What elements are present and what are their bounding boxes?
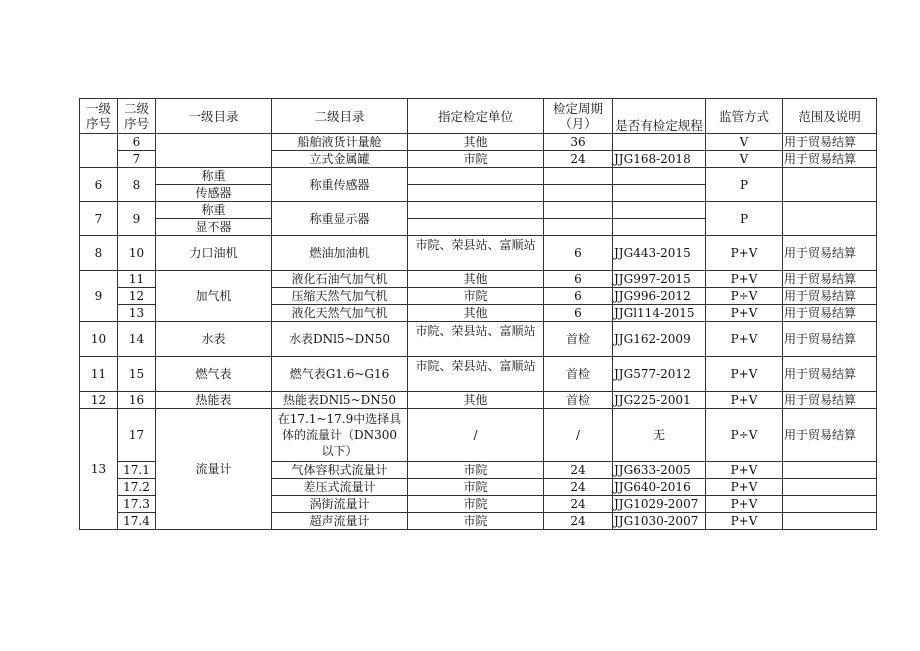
cell-period	[544, 202, 613, 219]
cell-supervision: P	[706, 202, 783, 236]
metrology-table	[79, 98, 877, 530]
cell-regulation: JJG997-2015	[613, 271, 706, 288]
cell-level2-no: 11	[118, 271, 156, 288]
cell-scope: 用于贸易结算	[783, 288, 877, 305]
cell-scope	[783, 462, 877, 479]
cell-level1-no: 9	[80, 271, 118, 322]
cell-level2-no: 12	[118, 288, 156, 305]
cell-regulation	[613, 202, 706, 219]
cell-level1-category: 加气机	[156, 271, 272, 322]
cell-unit: 其他	[408, 134, 544, 151]
cell-unit: /	[408, 409, 544, 462]
cell-level1-no: 10	[80, 322, 118, 357]
cell-level1-category: 流量计	[156, 409, 272, 530]
cell-level2-category: 立式金属罐	[272, 151, 408, 168]
cell-period	[544, 185, 613, 202]
header-scope: 范围及说明	[783, 99, 877, 134]
cell-level2-category: 压缩天然气加气机	[272, 288, 408, 305]
cell-level2-category: 热能表DNl5~DN50	[272, 392, 408, 409]
cell-period: 首检	[544, 322, 613, 357]
cell-period: 24	[544, 513, 613, 530]
cell-scope	[783, 496, 877, 513]
cell-level1-no: 13	[80, 409, 118, 530]
header-unit: 指定检定单位	[408, 99, 544, 134]
cell-scope: 用于贸易结算	[783, 151, 877, 168]
cell-level2-category: 燃油加油机	[272, 236, 408, 271]
cell-level2-category: 燃气表G1.6~G16	[272, 357, 408, 392]
cell-level2-category: 超声流量计	[272, 513, 408, 530]
cell-level2-no: 17	[118, 409, 156, 462]
cell-period: 6	[544, 305, 613, 322]
cell-regulation: JJGl114-2015	[613, 305, 706, 322]
cell-regulation	[613, 168, 706, 185]
cell-level2-no: 8	[118, 168, 156, 202]
cell-period: 24	[544, 496, 613, 513]
cell-regulation: 无	[613, 409, 706, 462]
table-row	[80, 392, 877, 409]
cell-unit	[408, 202, 544, 219]
cell-unit: 市院、荣县站、富顺站	[408, 322, 544, 357]
cell-regulation: JJG443-2015	[613, 236, 706, 271]
cell-unit: 市院	[408, 496, 544, 513]
cell-level1-no: 11	[80, 357, 118, 392]
cell-scope: 用于贸易结算	[783, 392, 877, 409]
table-row	[80, 202, 877, 219]
cell-level2-no: 17.3	[118, 496, 156, 513]
cell-period	[544, 168, 613, 185]
cell-supervision: P÷V	[706, 288, 783, 305]
cell-unit: 市院、荣县站、富顺站	[408, 357, 544, 392]
header-supervision: 监管方式	[706, 99, 783, 134]
table-row	[80, 357, 877, 392]
cell-unit: 其他	[408, 392, 544, 409]
cell-level2-category: 气体容积式流量计	[272, 462, 408, 479]
cell-scope	[783, 168, 877, 202]
cell-level1-no: 7	[80, 202, 118, 236]
cell-regulation: JJG1030-2007	[613, 513, 706, 530]
cell-period	[544, 219, 613, 236]
cell-unit: 市院、荣县站、富顺站	[408, 236, 544, 271]
cell-scope: 用于贸易结算	[783, 322, 877, 357]
cell-level1-category: 水表	[156, 322, 272, 357]
cell-unit: 市院	[408, 462, 544, 479]
cell-regulation: JJG225-2001	[613, 392, 706, 409]
cell-level2-category: 差压式流量计	[272, 479, 408, 496]
cell-level2-no: 17.1	[118, 462, 156, 479]
cell-level2-no: 17.4	[118, 513, 156, 530]
cell-supervision: P+V	[706, 462, 783, 479]
cell-period: 首检	[544, 357, 613, 392]
table-row	[80, 236, 877, 271]
cell-level2-no: 14	[118, 322, 156, 357]
cell-level2-category: 涡街流量计	[272, 496, 408, 513]
cell-unit	[408, 219, 544, 236]
cell-level1-category: 显不器	[156, 219, 272, 236]
cell-regulation: JJG168-2018	[613, 151, 706, 168]
cell-level2-no: 15	[118, 357, 156, 392]
cell-level1-category	[156, 134, 272, 168]
cell-scope: 用于贸易结算	[783, 134, 877, 151]
cell-scope	[783, 202, 877, 236]
cell-level2-category: 称重传感器	[272, 168, 408, 202]
cell-level1-no	[80, 134, 118, 168]
cell-regulation: JJG577-2012	[613, 357, 706, 392]
cell-level2-category: 在17.1~17.9中选择具体的流量计（DN300以下）	[272, 409, 408, 462]
cell-scope: 用于贸易结算	[783, 305, 877, 322]
cell-supervision: P+V	[706, 392, 783, 409]
table-row	[80, 271, 877, 288]
cell-unit: 市院	[408, 479, 544, 496]
cell-scope: 用于贸易结算	[783, 357, 877, 392]
cell-level2-no: 6	[118, 134, 156, 151]
cell-scope	[783, 479, 877, 496]
cell-regulation	[613, 185, 706, 202]
cell-unit	[408, 185, 544, 202]
cell-supervision: P+V	[706, 496, 783, 513]
header-level2-no: 二级 序号	[118, 99, 156, 134]
cell-unit	[408, 168, 544, 185]
cell-regulation: JJG1029-2007	[613, 496, 706, 513]
cell-unit: 市院	[408, 513, 544, 530]
cell-period: 24	[544, 479, 613, 496]
cell-level2-no: 7	[118, 151, 156, 168]
header-level1-no: 一级 序号	[80, 99, 118, 134]
cell-scope: 用于贸易结算	[783, 236, 877, 271]
cell-period: 6	[544, 288, 613, 305]
cell-period: 6	[544, 236, 613, 271]
cell-regulation: JJG162-2009	[613, 322, 706, 357]
cell-level1-category: 称重	[156, 202, 272, 219]
header-row	[80, 99, 877, 134]
cell-unit: 市院	[408, 288, 544, 305]
cell-supervision: P+V	[706, 479, 783, 496]
cell-regulation: JJG996-2012	[613, 288, 706, 305]
cell-supervision: V	[706, 134, 783, 151]
cell-supervision: P÷V	[706, 409, 783, 462]
cell-period: /	[544, 409, 613, 462]
cell-level1-no: 8	[80, 236, 118, 271]
cell-supervision: V	[706, 151, 783, 168]
cell-supervision: P+V	[706, 322, 783, 357]
cell-regulation: JJG633-2005	[613, 462, 706, 479]
cell-level1-no: 12	[80, 392, 118, 409]
cell-level2-no: 16	[118, 392, 156, 409]
cell-period: 6	[544, 271, 613, 288]
cell-level2-category: 液化石油气加气机	[272, 271, 408, 288]
cell-period: 36	[544, 134, 613, 151]
cell-supervision: P+V	[706, 357, 783, 392]
cell-level1-category: 传感器	[156, 185, 272, 202]
cell-level1-category: 称重	[156, 168, 272, 185]
cell-level1-category: 力口油机	[156, 236, 272, 271]
cell-period: 24	[544, 462, 613, 479]
table-row	[80, 134, 877, 151]
cell-supervision: P+V	[706, 236, 783, 271]
cell-supervision: P+V	[706, 305, 783, 322]
cell-level2-category: 称重显示器	[272, 202, 408, 236]
cell-level2-no: 17.2	[118, 479, 156, 496]
cell-level2-no: 13	[118, 305, 156, 322]
table-row	[80, 409, 877, 462]
cell-scope	[783, 513, 877, 530]
cell-unit: 其他	[408, 271, 544, 288]
cell-supervision: P+V	[706, 513, 783, 530]
document-table-container	[79, 98, 877, 530]
cell-level2-category: 水表DNl5~DN50	[272, 322, 408, 357]
cell-level2-category: 船舶液货计量舱	[272, 134, 408, 151]
cell-scope: 用于贸易结算	[783, 271, 877, 288]
cell-level1-category: 燃气表	[156, 357, 272, 392]
cell-regulation	[613, 219, 706, 236]
cell-level1-no: 6	[80, 168, 118, 202]
cell-scope: 用于贸易结算	[783, 409, 877, 462]
cell-regulation: JJG640-2016	[613, 479, 706, 496]
table-row	[80, 168, 877, 185]
header-regulation: 是否有检定规程	[613, 99, 706, 134]
cell-unit: 其他	[408, 305, 544, 322]
cell-level2-no: 10	[118, 236, 156, 271]
table-row	[80, 322, 877, 357]
header-level2-category: 二级目录	[272, 99, 408, 134]
cell-level1-category: 热能表	[156, 392, 272, 409]
cell-period: 24	[544, 151, 613, 168]
cell-regulation	[613, 134, 706, 151]
cell-supervision: P	[706, 168, 783, 202]
cell-supervision: P+V	[706, 271, 783, 288]
header-period: 检定周期 （月）	[544, 99, 613, 134]
cell-level2-category: 液化天然气加气机	[272, 305, 408, 322]
header-level1-category: 一级目录	[156, 99, 272, 134]
cell-unit: 市院	[408, 151, 544, 168]
cell-period: 首检	[544, 392, 613, 409]
cell-level2-no: 9	[118, 202, 156, 236]
